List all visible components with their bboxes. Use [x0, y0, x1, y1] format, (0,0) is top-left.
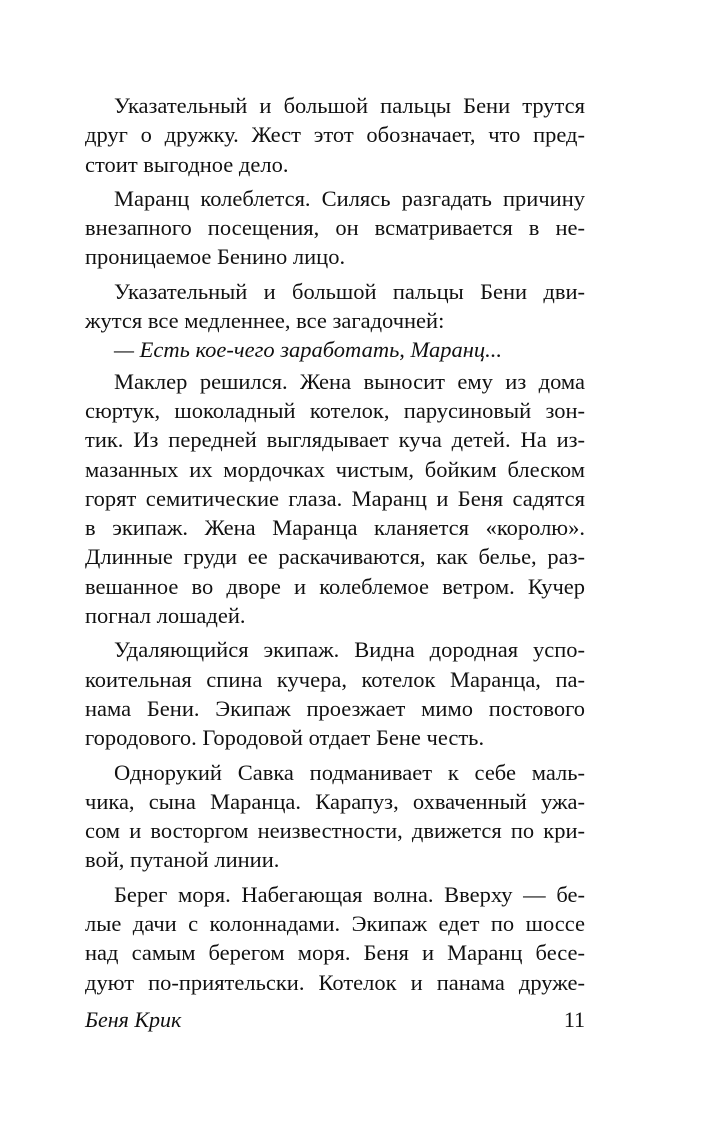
text-line: Длинные груди ее раскачиваются, как белье, раз-	[85, 544, 585, 570]
text-line: Маклер решился. Жена выносит ему из дома	[114, 368, 585, 394]
paragraph-3	[85, 277, 585, 336]
text-line: коительная спина кучера, котелок Маранца, па-	[85, 666, 585, 692]
text-line: лые дачи с колоннадами. Экипаж едет по шоссе	[85, 911, 585, 937]
paragraph-8	[85, 880, 585, 997]
running-title: Беня Крик	[85, 1007, 182, 1032]
text-line: Указательный и большой пальцы Бени трутся	[114, 93, 585, 118]
page-footer	[85, 1005, 585, 1035]
text-line: друг о дружку. Жест этот обозначает, что пред-	[85, 122, 585, 148]
text-line: тик. Из передней выглядывает куча детей. На из-	[85, 427, 585, 453]
paragraph-7	[85, 758, 585, 875]
text-line: в экипаж. Жена Маранца кланяется «королю».	[85, 515, 585, 541]
text-line: вой, путаной линии.	[85, 847, 280, 873]
text-line: Маранц колеблется. Силясь разгадать причину	[114, 185, 585, 211]
body-text	[85, 91, 585, 1002]
text-line: Удаляющийся экипаж. Видна дородная успо-	[114, 637, 585, 663]
text-line: — Есть кое-чего заработать, Маранц...	[114, 337, 503, 363]
text-line: сом и восторгом неизвестности, движется по кри-	[85, 818, 585, 844]
text-line: дуют по-приятельски. Котелок и панама друже-	[85, 969, 585, 995]
text-line: стоит выгодное дело.	[85, 151, 289, 177]
text-line: Однорукий Савка подманивает к себе маль-	[114, 759, 585, 785]
text-line: вешанное во дворе и колеблемое ветром. Кучер	[85, 573, 585, 599]
text-line: мазанных их мордочках чистым, бойким блеском	[85, 456, 585, 482]
text-line: над самым берегом моря. Беня и Маранц бесе-	[85, 940, 585, 966]
text-line: городового. Городовой отдает Бене честь.	[85, 725, 485, 751]
paragraph-6	[85, 635, 585, 752]
text-line: горят семитические глаза. Маранц и Беня садятся	[85, 485, 585, 511]
text-line: Берег моря. Набегающая волна. Вверху — бе-	[114, 881, 585, 907]
text-line: сюртук, шоколадный котелок, парусиновый зон-	[85, 397, 585, 423]
text-line: чика, сына Маранца. Карапуз, охваченный ужа-	[85, 788, 585, 814]
paragraph-5	[85, 367, 585, 631]
dialogue-line	[85, 335, 585, 364]
text-line: проницаемое Бенино лицо.	[85, 244, 346, 270]
text-line: погнал лошадей.	[85, 603, 246, 629]
paragraph-1	[85, 91, 585, 179]
text-line: жутся все медленнее, все загадочней:	[85, 308, 445, 334]
page-number: 11	[563, 1007, 585, 1032]
paragraph-2	[85, 184, 585, 272]
text-line: Указательный и большой пальцы Бени дви-	[114, 278, 585, 304]
text-line: нама Бени. Экипаж проезжает мимо постового	[85, 695, 585, 721]
text-line: внезапного посещения, он всматривается в не-	[85, 215, 585, 241]
